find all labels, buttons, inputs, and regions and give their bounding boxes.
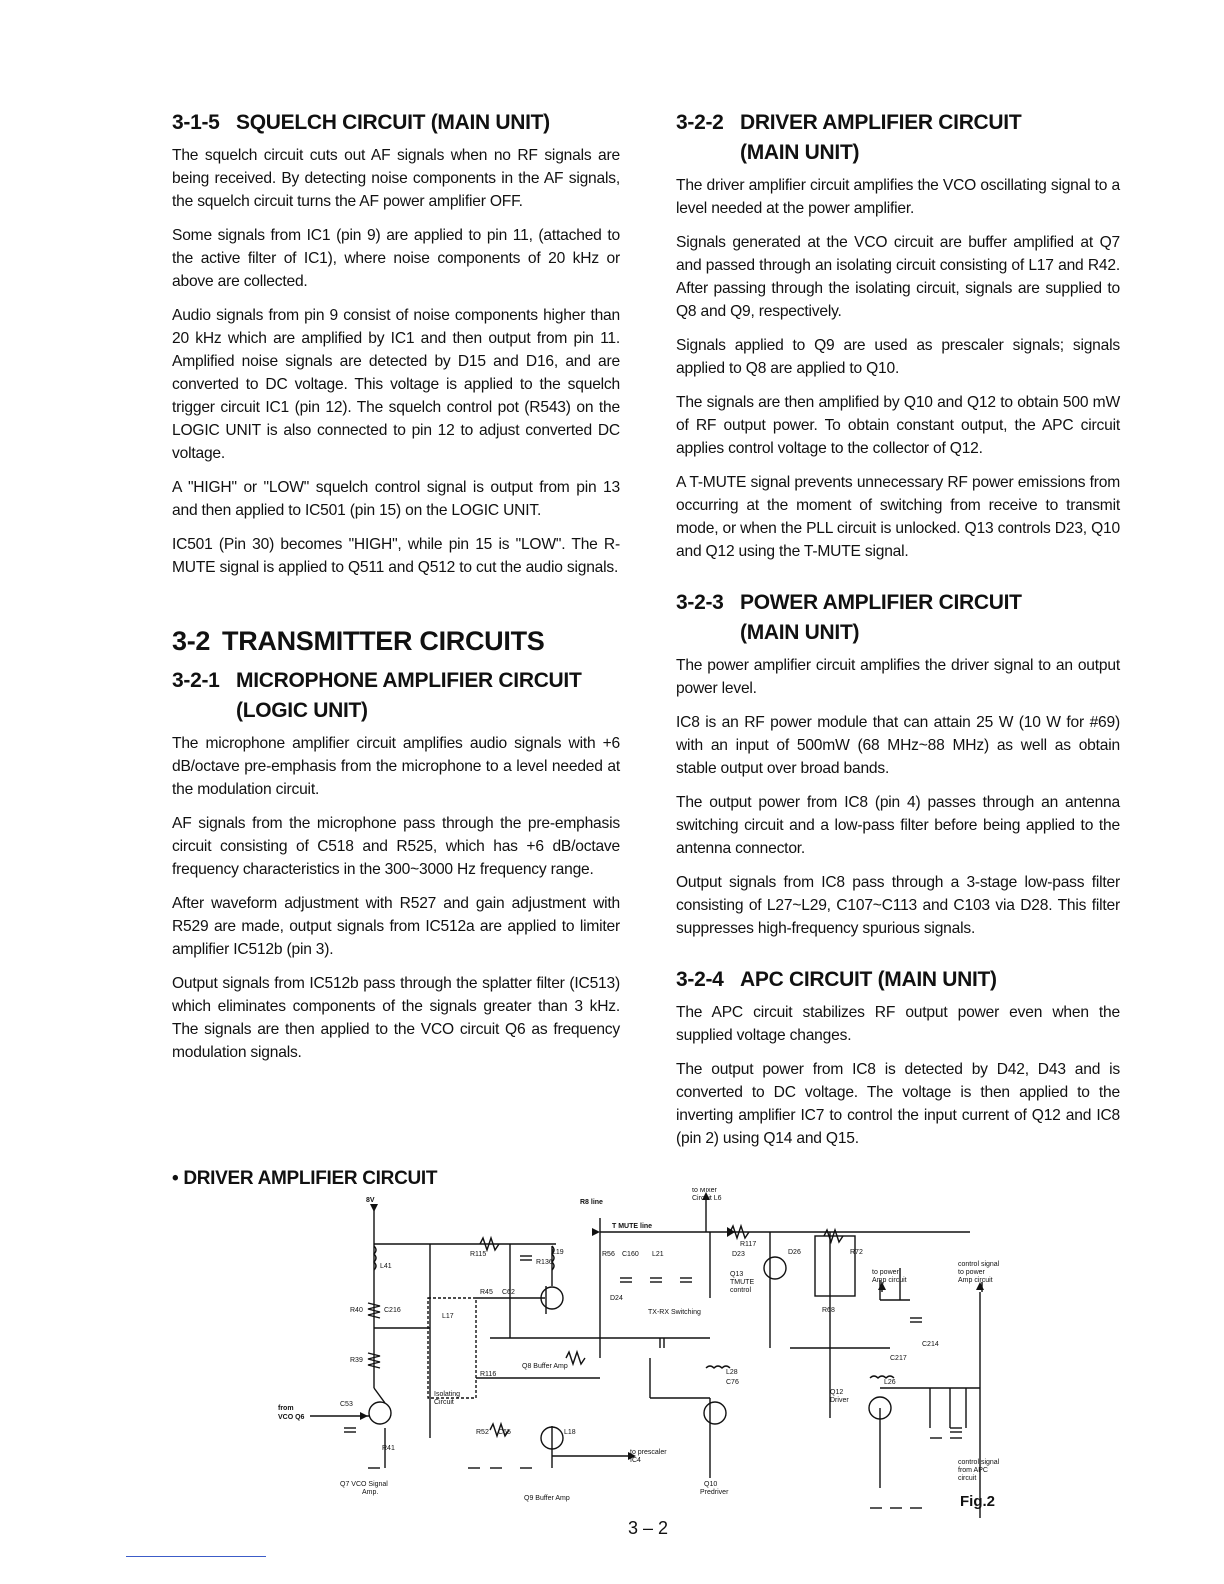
label-q8: Q8 Buffer Amp (522, 1363, 568, 1370)
label-driver: Driver (830, 1397, 849, 1404)
label-ic4: IC4 (630, 1457, 641, 1464)
label-from: from (278, 1405, 294, 1412)
label-d23: D23 (732, 1251, 745, 1258)
label-control-signal: control signal (958, 1261, 1000, 1268)
label-t-mute-line: T MUTE line (612, 1223, 653, 1230)
section-number: 3-2-2 (676, 111, 724, 134)
right-column (676, 108, 1120, 1161)
heading-3-2-1 (172, 666, 620, 726)
paragraph: AF signals from the microphone pass through the pre-emphasis circuit consisting of C518 and R525, which has +6 dB/octave frequency characteristics in the 300~3000 Hz frequency range. (172, 815, 620, 878)
paragraph: The power amplifier circuit amplifies the driver signal to an output power level. (676, 657, 1120, 697)
label-r117: R117 (740, 1241, 757, 1248)
section-title: APC CIRCUIT (MAIN UNIT) (740, 968, 997, 991)
label-c76: C76 (726, 1379, 739, 1386)
label-c53: C53 (340, 1401, 353, 1408)
paragraph: The driver amplifier circuit amplifies the VCO oscillating signal to a level needed at the power amplifier. (676, 177, 1120, 217)
label-q9: Q9 Buffer Amp (524, 1495, 570, 1502)
label-predriver: Predriver (700, 1489, 729, 1496)
heading-3-2 (172, 624, 620, 658)
label-r68: R68 (822, 1307, 835, 1314)
label-r45: R45 (480, 1289, 493, 1296)
label-to-power: to power (872, 1269, 899, 1276)
heading-3-1-5 (172, 108, 620, 138)
driver-amplifier-schematic (270, 1188, 1000, 1528)
label-d26: D26 (788, 1249, 801, 1256)
paragraph: Audio signals from pin 9 consist of noise components higher than 20 kHz which are amplified by IC1 and then output from pin 11. Amplified noise signals are detected by D15 and D16, and are converted to DC voltage. This voltage is applied to the squelch trigger circuit IC1 (pin 12). The squelch control pot (R543) on the LOGIC UNIT is also connected to pin 12 to adjust converted DC voltage. (172, 307, 620, 462)
label-c217: C217 (890, 1355, 907, 1362)
spacer (172, 590, 620, 624)
paragraph: The squelch circuit cuts out AF signals when no RF signals are being received. By detecting noise components in the AF signals, the squelch circuit turns the AF power amplifier OFF. (172, 147, 620, 210)
label-q13: Q13 (730, 1271, 744, 1278)
section-number: 3-2 (172, 626, 211, 656)
section-number: 3-1-5 (172, 111, 220, 134)
paragraph: Signals generated at the VCO circuit are buffer amplified at Q7 and passed through an isolating circuit consisting of L17 and R42. After passing through the isolating circuit, signals are supplied to Q8 and Q9, respectively. (676, 234, 1120, 320)
paragraph: Signals applied to Q9 are used as prescaler signals; signals applied to Q8 are applied to Q10. (676, 337, 1120, 377)
label-q7: Q7 VCO Signal (340, 1481, 388, 1488)
section-number: 3-2-3 (676, 591, 724, 614)
label-from-apc: from APC (958, 1467, 988, 1474)
label-l26: L26 (884, 1379, 896, 1386)
label-l18: L18 (564, 1429, 576, 1436)
paragraph: The output power from IC8 is detected by D42, D43 and is converted to DC voltage. The voltage is then applied to the inverting amplifier IC7 to control the input current of Q12 and IC8 (pin 2) using Q14 and Q15. (676, 1061, 1120, 1147)
spacer (676, 574, 1120, 588)
label-c214: C214 (922, 1341, 939, 1348)
label-r72: R72 (850, 1249, 863, 1256)
section-title-line2: (MAIN UNIT) (740, 141, 860, 164)
label-r8-line: R8 line (580, 1199, 603, 1206)
heading-3-2-4 (676, 965, 1120, 995)
label-l17: L17 (442, 1313, 454, 1320)
page-number: 3 – 2 (627, 1518, 669, 1538)
section-title-line2: (LOGIC UNIT) (236, 699, 368, 722)
label-tx-rx-switching: TX-RX Switching (648, 1309, 701, 1316)
paragraph: Output signals from IC512b pass through the splatter filter (IC513) which eliminates components of the signals greater than 3 kHz. The signals are then applied to the VCO circuit Q6 as frequency modulation signals. (172, 975, 620, 1061)
heading-3-2-2 (676, 108, 1120, 168)
section-title: DRIVER AMPLIFIER CIRCUIT (740, 111, 1022, 134)
label-amp-circuit-2: Amp circuit (958, 1277, 993, 1284)
label-c160: C160 (622, 1251, 639, 1258)
label-8v: 8V (366, 1197, 375, 1204)
label-c65: C65 (498, 1429, 511, 1436)
paragraph: Output signals from IC8 pass through a 3-stage low-pass filter consisting of L27~L29, C107~C113 and C103 via D28. This filter suppresses high-frequency spurious signals. (676, 874, 1120, 937)
label-control: control (730, 1287, 752, 1294)
label-c216: C216 (384, 1307, 401, 1314)
label-circuit: Circuit (434, 1399, 454, 1406)
label-r39: R39 (350, 1357, 363, 1364)
section-title: MICROPHONE AMPLIFIER CIRCUIT (236, 669, 582, 692)
label-q12: Q12 (830, 1389, 844, 1396)
paragraph: Some signals from IC1 (pin 9) are applied to pin 11, (attached to the active filter of IC1), where noise components of 20 kHz or above are collected. (172, 227, 620, 290)
label-r116: R116 (480, 1371, 497, 1378)
label-amp-circuit: Amp circuit (872, 1277, 907, 1284)
paragraph: IC8 is an RF power module that can attain 25 W (10 W for #69) with an input of 500mW (68 MHz~88 MHz) as well as obtain stable output over broad bands. (676, 714, 1120, 777)
spacer (676, 951, 1120, 965)
label-tmute: TMUTE (730, 1279, 755, 1286)
label-to-mixer: to Mixer (692, 1188, 717, 1194)
label-r52: R52 (476, 1429, 489, 1436)
label-r115: R115 (470, 1251, 487, 1258)
label-l28: L28 (726, 1369, 738, 1376)
label-to-prescaler: to prescaler (630, 1449, 667, 1456)
paragraph: The APC circuit stabilizes RF output power even when the supplied voltage changes. (676, 1004, 1120, 1044)
label-q7-amp: Amp. (362, 1489, 379, 1496)
label-isolating: Isolating (434, 1391, 461, 1398)
section-number: 3-2-4 (676, 968, 724, 991)
figure-title: • DRIVER AMPLIFIER CIRCUIT (172, 1168, 438, 1189)
label-q10: Q10 (704, 1481, 718, 1488)
figure-label: Fig.2 (960, 1493, 996, 1510)
paragraph: A T-MUTE signal prevents unnecessary RF power emissions from occurring at the moment of switching from receive to transmit mode, or when the PLL circuit is unlocked. Q13 controls D23, Q10 and Q12 using the T-MUTE signal. (676, 474, 1120, 560)
label-c62: C62 (502, 1289, 515, 1296)
section-title: SQUELCH CIRCUIT (MAIN UNIT) (236, 111, 550, 134)
label-r56: R56 (602, 1251, 615, 1258)
paragraph: A "HIGH" or "LOW" squelch control signal is output from pin 13 and then applied to IC501 (pin 15) on the LOGIC UNIT. (172, 479, 620, 519)
paragraph: The signals are then amplified by Q10 and Q12 to obtain 500 mW of RF output power. To obtain constant output, the APC circuit applies control voltage to the collector of Q12. (676, 394, 1120, 457)
label-r136: R136 (536, 1259, 553, 1266)
label-l19: L19 (552, 1249, 564, 1256)
label-l41: L41 (380, 1263, 392, 1270)
label-d24: D24 (610, 1295, 623, 1302)
label-circuit-l6: Circuit L6 (692, 1195, 722, 1202)
label-apc-circuit: circuit (958, 1475, 977, 1482)
section-number: 3-2-1 (172, 669, 220, 692)
label-vco-q6: VCO Q6 (278, 1414, 305, 1421)
label-r41: R41 (382, 1445, 395, 1452)
paragraph: The microphone amplifier circuit amplifies audio signals with +6 dB/octave pre-emphasis from the microphone to a level needed at the modulation circuit. (172, 735, 620, 798)
left-column (172, 108, 620, 1075)
section-title: POWER AMPLIFIER CIRCUIT (740, 591, 1022, 614)
label-l21: L21 (652, 1251, 664, 1258)
section-title-line2: (MAIN UNIT) (740, 621, 860, 644)
paragraph: After waveform adjustment with R527 and gain adjustment with R529 are made, output signals from IC512a are applied to limiter amplifier IC512b (pin 3). (172, 895, 620, 958)
label-r40: R40 (350, 1307, 363, 1314)
label-to-power-2: to power (958, 1269, 985, 1276)
heading-3-2-3 (676, 588, 1120, 648)
section-title: TRANSMITTER CIRCUITS (222, 626, 545, 656)
footer-rule (126, 1556, 266, 1557)
paragraph: The output power from IC8 (pin 4) passes through an antenna switching circuit and a low-pass filter before being applied to the antenna connector. (676, 794, 1120, 857)
paragraph: IC501 (Pin 30) becomes "HIGH", while pin 15 is "LOW". The R-MUTE signal is applied to Q511 and Q512 to cut the audio signals. (172, 536, 620, 576)
label-control-signal-apc: control signal (958, 1459, 1000, 1466)
